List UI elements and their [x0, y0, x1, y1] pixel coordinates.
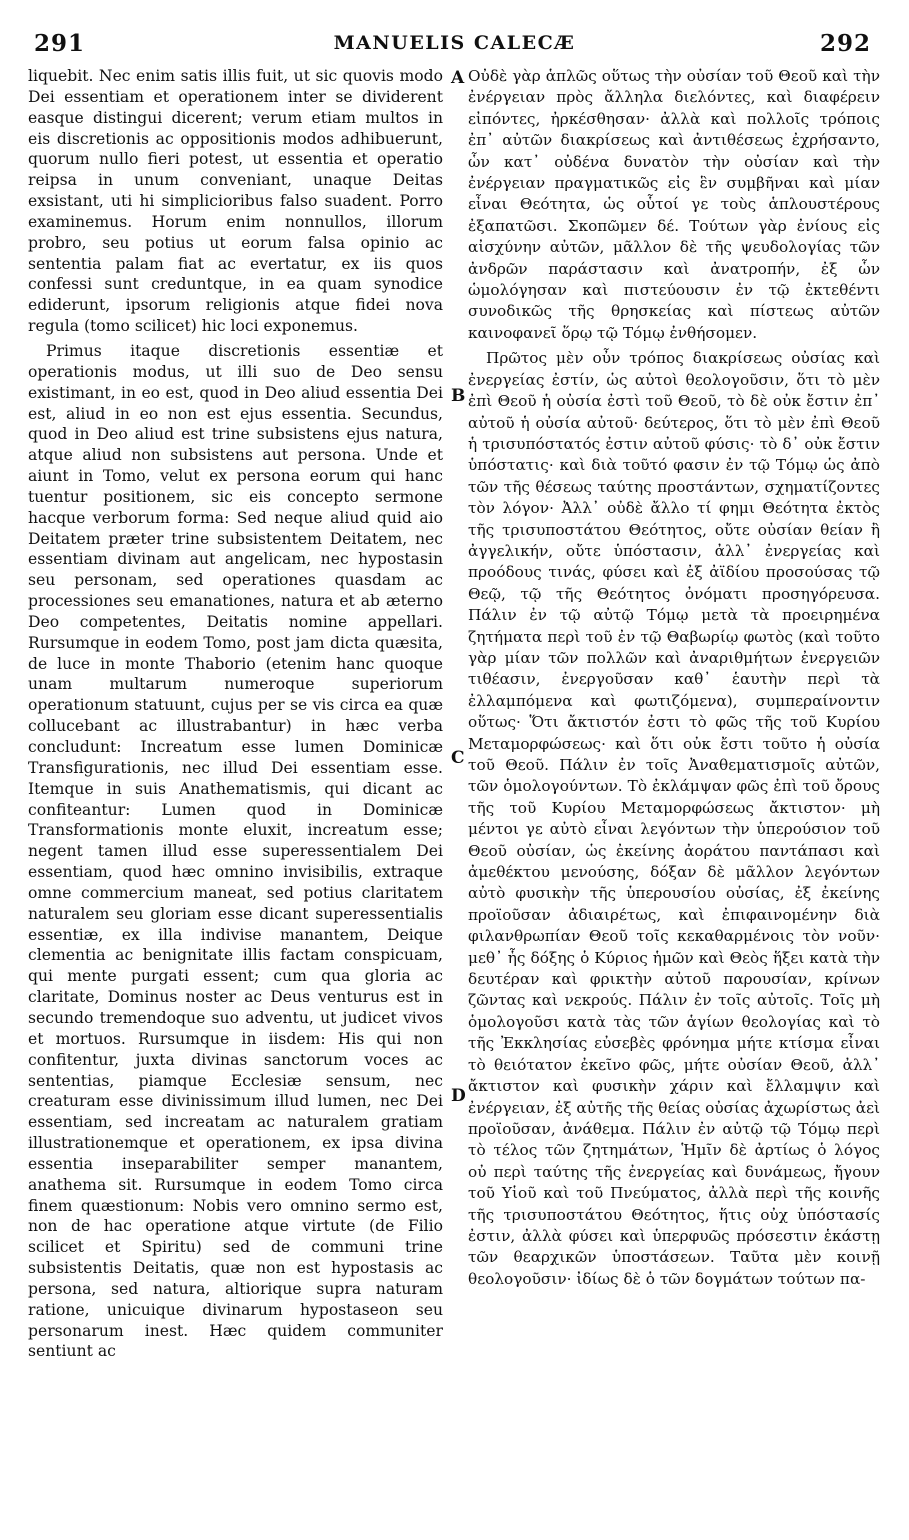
latin-paragraph: liquebit. Nec enim satis illis fuit, ut sic quovis modo Dei essentiam et operationem inter se dividerent easque distingui dicerent; verum etiam multos in eis discretionis ac oppositionis modos adhibuerunt, quorum nullo fieri potest, ut essentia et operatio reipsa in unum conveniant, unaque Deitas exsistant, uti hi simplicioribus falso suadent. Porro examinemus. Horum enim nonnullos, illorum probro, seu potius ut eorum falsa opinio ac sententia palam fiat ac evertatur, ex iis quos confessi sunt creduntque, in ea quam synodice ediderunt, ipsorum religionis atque fidei nova regula (tomo scilicet) hic loci exponemus.	[28, 67, 443, 336]
margin-marker-a: A	[451, 68, 465, 88]
page-header	[0, 30, 909, 64]
greek-paragraph: Πρῶτος μὲν οὖν τρόπος διακρίσεως οὐσίας καὶ ἐνεργείας ἐστίν, ὡς αὐτοὶ θεολογοῦσιν, ὅτι τὸ μὲν ἐπὶ Θεοῦ ἡ οὐσία ἐστὶ τοῦ Θεοῦ, τὸ δὲ οὐκ ἔστιν ἐπ᾽ αὐτοῦ ἡ οὐσία αὐτοῦ· δεύτερος, ὅτι τὸ μὲν ἐπὶ Θεοῦ ἡ τρισυπόστατός ἐστιν αὐτοῦ φύσις· τὸ δ᾽ οὐκ ἔστιν ὑπόστατις· καὶ διὰ τοῦτό φασιν ἐν τῷ Τόμῳ ὡς ἀπὸ τῶν τῆς θέσεως ταύτης προστάντων, σχηματίζοντες τὸν λόγον· Ἀλλ᾽ οὐδὲ ἄλλο τί φημι Θεότητα ἐκτὸς τῆς τρισυποστάτου Θεότητος, οὔτε οὐσίαν θείαν ἢ ἀγγελικήν, οὔτε ὑπόστασιν, ἀλλ᾽ ἐνεργείας καὶ προόδους τινάς, φύσει καὶ ἐξ ἀϊδίου προσούσας τῷ Θεῷ, τῷ τῆς Θεότητος ὀνόματι προσηγόρευσα. Πάλιν ἐν τῷ αὐτῷ Τόμῳ μετὰ τὰ προειρημένα ζητήματα περὶ τοῦ ἐν τῷ Θαβωρίῳ φωτὸς (καὶ τοῦτο γὰρ μίαν τῶν πολλῶν καὶ ἀναριθμήτων ἐνεργειῶν τιθέασιν, ἐνεργοῦσαν καθ᾽ ἑαυτὴν περὶ τὰ ἐλλαμπόμενα καὶ φωτιζόμενα), συμπεραίνοντιν οὕτως· Ὅτι ἄκτιστόν ἐστι τὸ φῶς τῆς τοῦ Κυρίου Μεταμορφώσεως· καὶ ὅτι οὐκ ἔστι τοῦτο ἡ οὐσία τοῦ Θεοῦ. Πάλιν ἐν τοῖς Ἀναθεματισμοῖς αὐτῶν, τῶν ὁμολογούντων. Τὸ ἐκλάμψαν φῶς ἐπὶ τοῦ ὄρους τῆς τοῦ Κυρίου Μεταμορφώσεως ἄκτιστον· μὴ μέντοι γε αὐτὸ εἶναι λεγόντων τὴν ὑπερούσιον τοῦ Θεοῦ οὐσίαν, ὡς ἐκείνης ἀοράτου παντάπασι καὶ ἀμεθέκτου μενούσης, δόξαν δὲ μᾶλλον λεγόντων αὐτὸ φυσικὴν τῆς ὑπερουσίου οὐσίας, ἐξ ἐκείνης προϊοῦσαν ἀδιαιρέτως, καὶ ἐπιφαινομένην διὰ φιλανθρωπίαν Θεοῦ τοῖς κεκαθαρμένοις τὸν νοῦν· μεθ᾽ ἧς δόξης ὁ Κύριος ἡμῶν καὶ Θεὸς ἥξει κατὰ τὴν δευτέραν καὶ φρικτὴν αὐτοῦ παρουσίαν, κρίνων ζῶντας καὶ νεκρούς. Πάλιν ἐν τοῖς αὐτοῖς. Τοῖς μὴ ὁμολογοῦσι κατὰ τὰς τῶν ἁγίων θεολογίας καὶ τὸ τῆς Ἐκκλησίας εὐσεβὲς φρόνημα μήτε κτίσμα εἶναι τὸ θειότατον ἐκεῖνο φῶς, μήτε οὐσίαν Θεοῦ, ἀλλ᾽ ἄκτιστον καὶ φυσικὴν χάριν καὶ ἔλλαμψιν καὶ ἐνέργειαν, ἐξ αὐτῆς τῆς θείας οὐσίας ἀχωρίστως ἀεὶ προϊοῦσαν, ἀνάθεμα. Πάλιν ἐν αὐτῷ τῷ Τόμῳ περὶ τὸ τέλος τῶν ζητημάτων, Ἡμῖν δὲ ἀρτίως ὁ λόγος οὐ περὶ ταύτης τῆς ἐνεργείας καὶ δυνάμεως, ἤγουν τοῦ Υἱοῦ καὶ τοῦ Πνεύματος, ἀλλὰ περὶ τῆς κοινῆς τῆς τρισυποστάτου Θεότητος, ἥτις οὐχ ὑπόστασίς ἐστιν, ἀλλὰ φύσει καὶ ὑπερφυῶς πρόσεστιν ἑκάστῃ τῶν θεαρχικῶν ὑποστάσεων. Ταῦτα μὲν κοινῇ θεολογοῦσιν· ἰδίως δὲ ὁ τῶν δογμάτων τούτων πα-	[468, 349, 880, 1288]
latin-paragraph: Primus itaque discretionis essentiæ et operationis modus, ut illi suo de Deo sensu existimant, in eo est, quod in Deo aliud essentia Dei est, aliud in eo non est ejus essentia. Secundus, quod in Deo aliud est trine subsistens ejus natura, atque aliud non subsistens aut persona. Unde et aiunt in Tomo, velut ex persona eorum qui hanc tuentur positionem, sic eis concepto sermone hacque verborum forma: Sed neque aliud quid aio Deitatem præter trine subsistentem Deitatem, nec essentiam divinam aut angelicam, nec hypostasin seu personam, sed operationes quasdam ac processiones seu emanationes, natura et ab æterno Deo competentes, Deitatis nomine appellari. Rursumque in eodem Tomo, post jam dicta quæsita, de luce in monte Thaborio (etenim hanc quoque unam multarum numeroque superiorum operationum statuunt, cujus per se vis circa ea quæ collucebant ac illustrabantur) in hæc verba concludunt: Increatum esse lumen Dominicæ Transfigurationis, nec illud Dei essentiam esse. Itemque in suis Anathematismis, qui dicant ac confiteantur: Lumen quod in Dominicæ Transformationis monte eluxit, increatum esse; negent tamen illud esse superessentialem Dei essentiam, quod hæc omnino invisibilis, extraque omne commercium maneat, sed potius claritatem naturalem seu gloriam esse dicant superessentialis essentiæ, ex illa indivise manantem, Deique clementia ac benignitate illis factam conspicuam, qui mente purgati essent; cum qua gloria ac claritate, Dominus noster ac Deus venturus est in secundo tremendoque suo adventu, ut judicet vivos et mortuos. Rursumque in iisdem: His qui non confitentur, juxta divinas sanctorum voces ac sententias, piamque Ecclesiæ sensum, nec creaturam esse divinissimum illud lumen, nec Dei essentiam, sed increatam ac naturalem gratiam illustrationemque et operationem, ex ipsa divina essentia inseparabiliter semper manantem, anathema sit. Rursumque in eodem Tomo circa finem quæstionum: Nobis vero omnino sermo est, non de hac operatione atque virtute (de Filio scilicet et Spiritu) sed de communi trine subsistentis Deitatis, quæ non est hypostasis ac persona, sed natura, altiorique supra naturam ratione, unicuique divinarum hypostaseon seu personarum inest. Hæc quidem communiter sentiunt ac	[28, 341, 443, 1361]
greek-paragraph: Οὐδὲ γὰρ ἁπλῶς οὕτως τὴν οὐσίαν τοῦ Θεοῦ καὶ τὴν ἐνέργειαν πρὸς ἄλληλα διελόντες, καὶ διαφέρειν εἰπόντες, ἠρκέσθησαν· ἀλλὰ καὶ πολλοῖς τρόποις ἐπ᾽ αὐτῶν διακρίσεως καὶ ἀντιθέσεως ἐχρήσαντο, ὧν κατ᾽ οὐδένα δυνατὸν τὴν οὐσίαν καὶ τὴν ἐνέργειαν πραγματικῶς εἰς ἓν συμβῆναι καὶ μίαν εἶναι Θεότητα, ὡς οὗτοί γε τοὺς ἁπλουστέρους ἐξαπατῶσι. Σκοπῶμεν δέ. Τούτων γὰρ ἐνίους εἰς αἰσχύνην αὐτῶν, μᾶλλον δὲ τῆς ψευδολογίας τῶν ἀνδρῶν παράστασιν καὶ ἀνατροπήν, ἐξ ὧν ὡμολόγησαν καὶ πιστεύουσιν ἐν τῷ ἐκτεθέντι συνοδικῶς τῆς θρησκείας καὶ πίστεως αὐτῶν καινοφανεῖ ὅρῳ τῷ Τόμῳ ἐνθήσομεν.	[468, 67, 880, 342]
margin-marker-b: B	[451, 386, 466, 406]
greek-column	[468, 66, 880, 1524]
latin-column	[28, 66, 443, 1524]
page-number-left: 291	[34, 30, 86, 57]
margin-marker-c: C	[451, 748, 465, 768]
running-title: MANUELIS CALECÆ	[333, 32, 576, 54]
margin-marker-d: D	[451, 1086, 466, 1106]
page-number-right: 292	[819, 30, 871, 57]
